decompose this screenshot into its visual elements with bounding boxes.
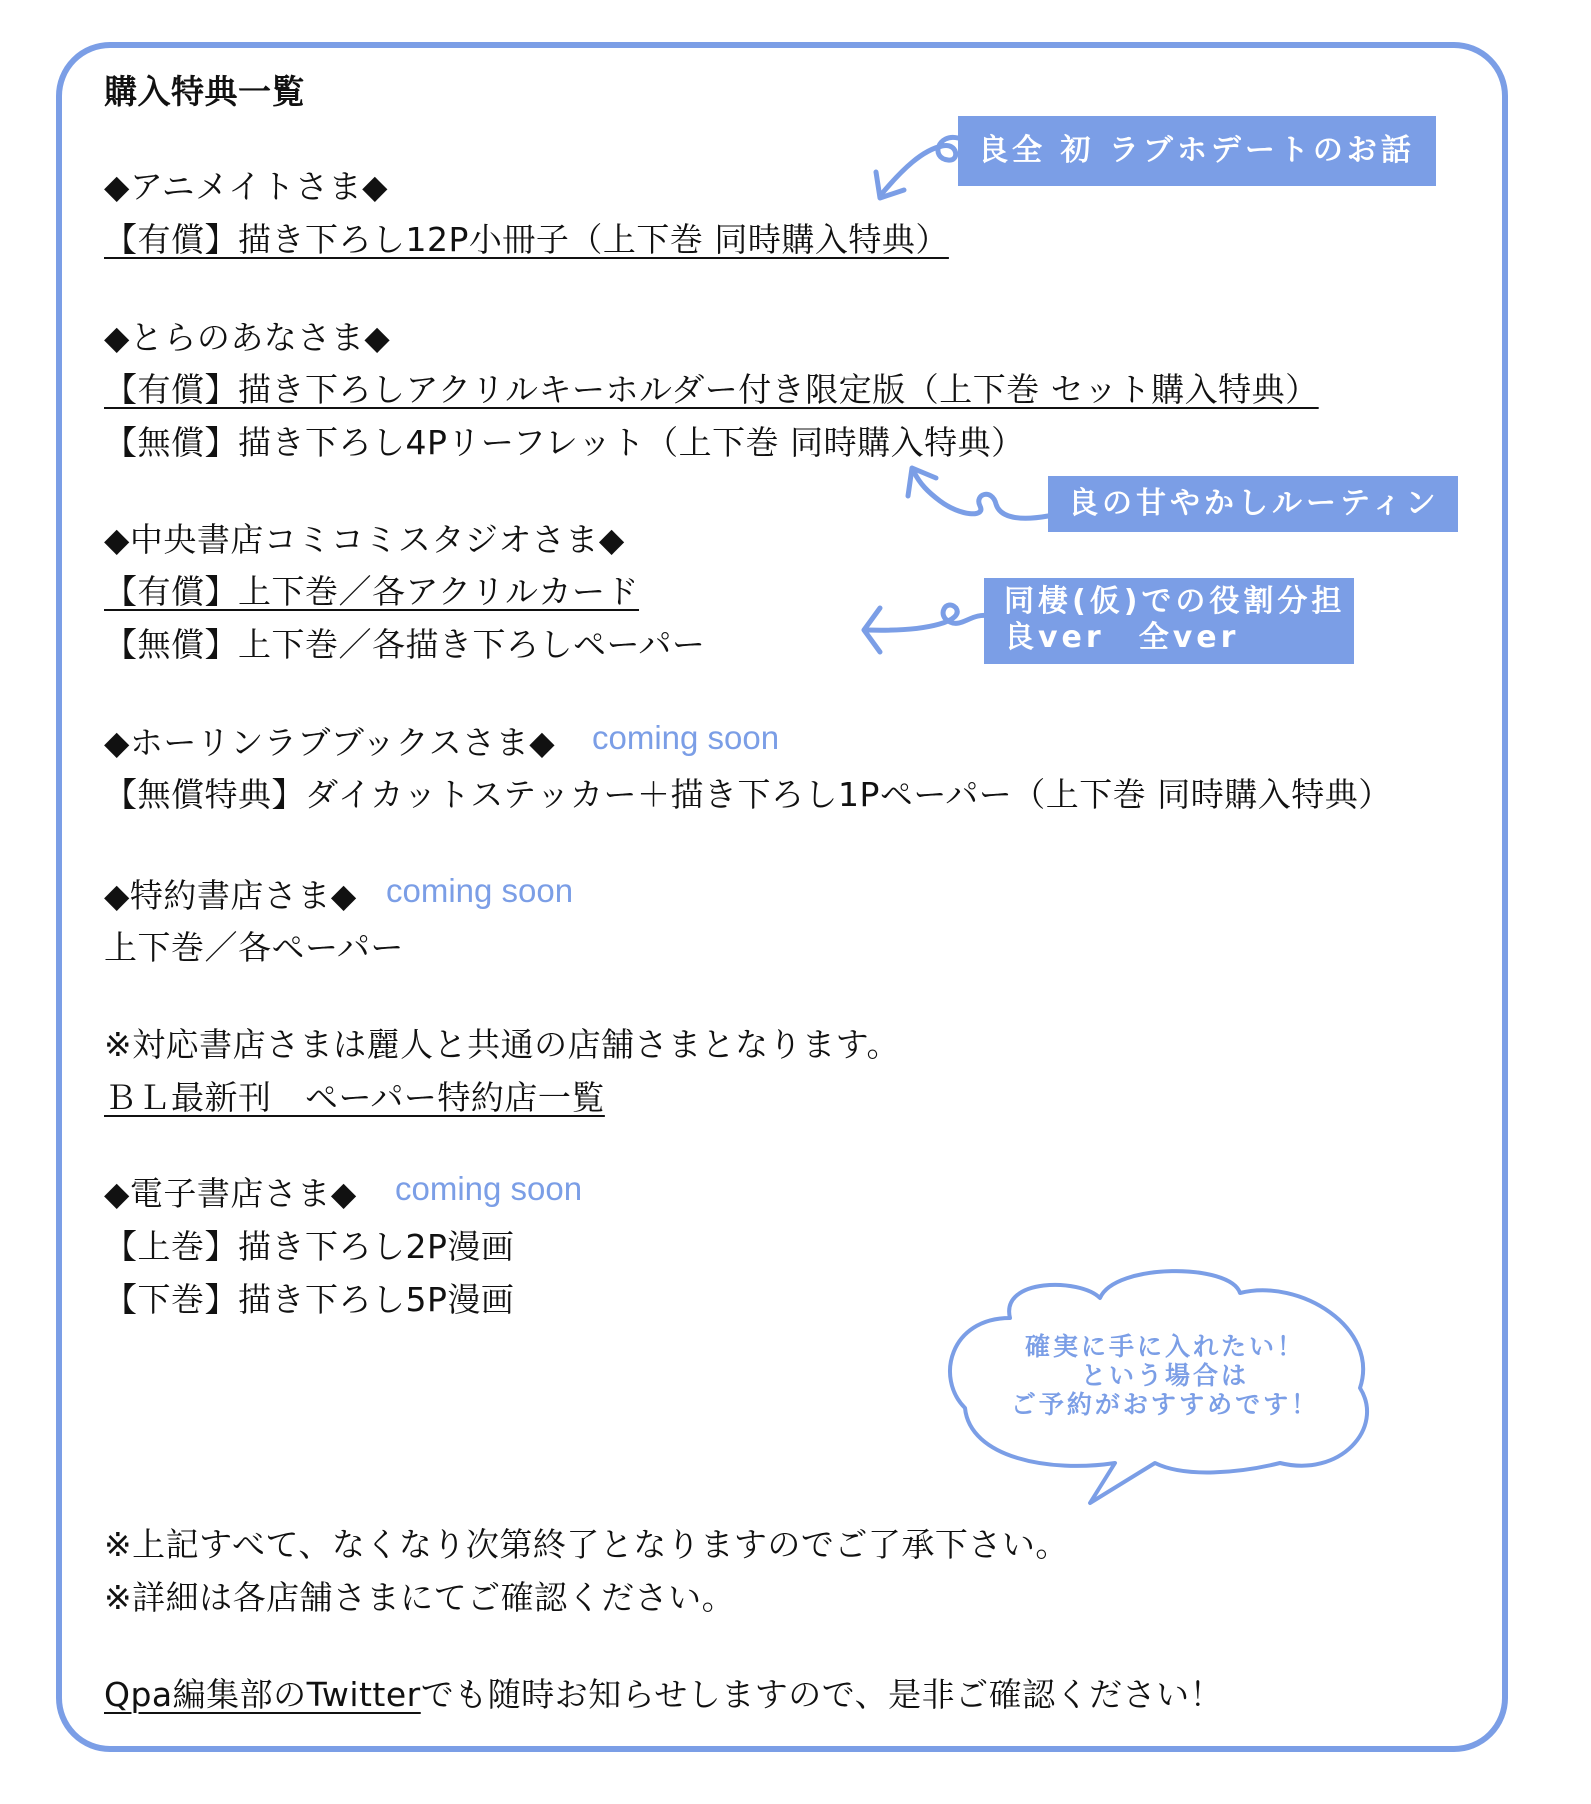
tag-tora-label: 良の甘やかしルーティン	[1068, 486, 1440, 521]
shop-header-tokuyaku: ◆特約書店さま◆	[104, 876, 357, 915]
shop-header-tora: ◆とらのあなさま◆	[104, 318, 391, 357]
tora-free-item: 【無償】描き下ろし4Pリーフレット（上下巻 同時購入特典）	[104, 423, 1025, 462]
digital-item-vol1: 【上巻】描き下ろし2P漫画	[104, 1227, 515, 1266]
curly-arrow-tora-icon	[900, 456, 1050, 536]
digital-coming-soon: coming soon	[395, 1170, 583, 1207]
comicomi-free-item: 【無償】上下巻／各描き下ろしペーパー	[104, 625, 706, 664]
tag-animate-label: 良全 初 ラブホデートのお話	[978, 133, 1415, 168]
curly-arrow-animate-icon	[868, 128, 968, 208]
footer-note-2: ※詳細は各店舗さまにてご確認ください。	[104, 1578, 736, 1617]
tag-comicomi	[984, 578, 1354, 664]
curly-arrow-comicomi-icon	[852, 590, 992, 660]
bubble-line-2: という場合は	[1080, 1361, 1249, 1390]
paper-list-link[interactable]: ＢＬ最新刊 ペーパー特約店一覧	[104, 1078, 605, 1117]
tag-tora	[1048, 476, 1458, 532]
comicomi-paid-link[interactable]: 【有償】上下巻／各アクリルカード	[104, 572, 640, 611]
twitter-line	[104, 1675, 1223, 1715]
shop-header-digital: ◆電子書店さま◆	[104, 1174, 357, 1213]
tokuyaku-item: 上下巻／各ペーパー	[104, 928, 404, 967]
twitter-link[interactable]: Qpa編集部のTwitter	[104, 1675, 421, 1714]
shop-header-holin: ◆ホーリンラブブックスさま◆	[104, 723, 556, 762]
digital-item-vol2: 【下巻】描き下ろし5P漫画	[104, 1280, 515, 1319]
bubble-line-3: ご予約がおすすめです！	[1010, 1390, 1320, 1419]
shop-note: ※対応書店さまは麗人と共通の店舗さまとなります。	[104, 1025, 901, 1064]
bubble-line-1: 確実に手に入れたい！	[1024, 1332, 1305, 1361]
shop-header-animate: ◆アニメイトさま◆	[104, 167, 388, 206]
tag-animate	[958, 116, 1436, 186]
holin-coming-soon: coming soon	[592, 719, 780, 756]
holin-free-item: 【無償特典】ダイカットステッカー＋描き下ろし1Pペーパー（上下巻 同時購入特典）	[104, 775, 1392, 814]
shop-header-comicomi: ◆中央書店コミコミスタジオさま◆	[104, 520, 625, 559]
tora-paid-link[interactable]: 【有償】描き下ろしアクリルキーホルダー付き限定版（上下巻 セット購入特典）	[104, 370, 1319, 409]
animate-paid-link[interactable]: 【有償】描き下ろし12P小冊子（上下巻 同時購入特典）	[104, 220, 949, 259]
page-title: 購入特典一覧	[104, 72, 305, 111]
tokuyaku-coming-soon: coming soon	[386, 872, 574, 909]
footer-note-1: ※上記すべて、なくなり次第終了となりますのでご了承下さい。	[104, 1525, 1069, 1564]
reservation-bubble-text	[1000, 1332, 1330, 1419]
tag-comicomi-line2: 良ver 全ver	[1004, 620, 1240, 655]
tag-comicomi-line1: 同棲(仮)での役割分担	[1004, 584, 1346, 619]
twitter-line-suffix: でも随時お知らせしますので、是非ご確認ください！	[420, 1675, 1224, 1714]
